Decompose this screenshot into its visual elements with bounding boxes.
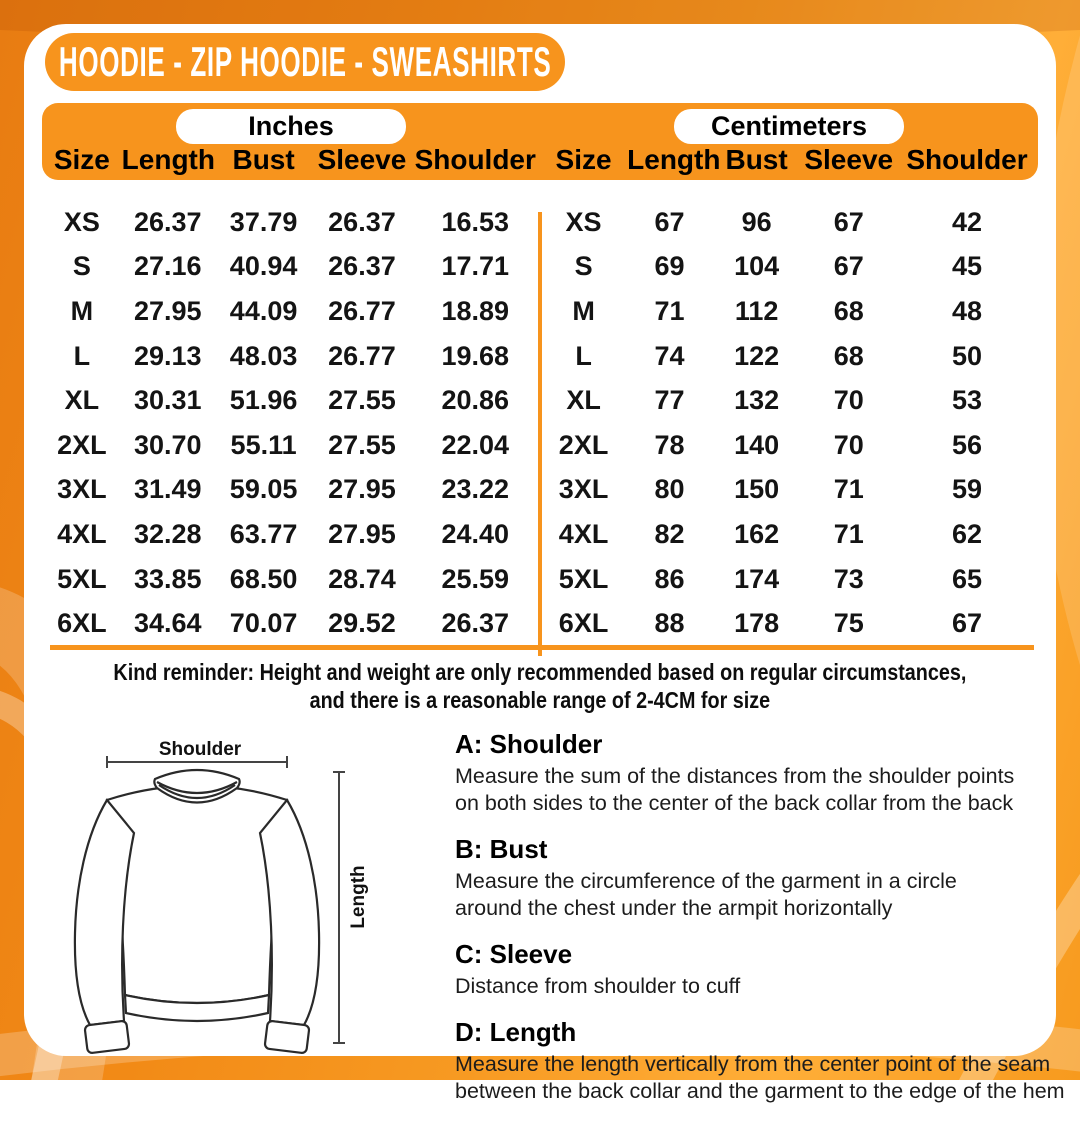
reminder-line-1: Kind reminder: Height and weight are only recommended based on regular circumstances, [113,659,967,685]
table-cell: 178 [734,608,780,639]
table-cell: 42 [951,206,983,237]
instruction-block [455,1017,1065,1105]
table-cell: S [574,251,593,282]
table-cell: 2XL [57,429,107,460]
table-cell: 33.85 [133,563,202,594]
table-cell: 4XL [558,518,609,549]
table-row [42,512,540,557]
instruction-heading: D: Length [455,1017,577,1047]
table-cell: 40.94 [229,251,298,282]
instruction-block [455,834,1035,922]
table-cell: 53 [951,385,983,416]
table-row [540,200,1038,245]
table-cell: 26.37 [133,206,202,237]
centimeters-table [540,188,1038,658]
table-cell: 16.53 [441,206,510,237]
table-cell: 71 [654,295,685,326]
table-cell: 34.64 [133,608,202,639]
table-row [540,601,1038,646]
table-cell: 18.89 [441,295,510,326]
inches-table [42,188,540,658]
table-row [540,245,1038,290]
table-cell: 5XL [558,563,609,594]
column-header: Sleeve [317,144,407,175]
table-cell: 67 [833,206,864,237]
measurement-instructions [455,729,1065,1122]
table-cell: 29.13 [133,340,202,371]
table-row [42,334,540,379]
table-cell: 74 [654,340,685,371]
kind-reminder [24,658,1056,714]
table-cell: 70 [833,429,864,460]
table-cell: 162 [734,518,780,549]
table-cell: 63.77 [229,518,298,549]
table-cell: 26.37 [441,608,510,639]
inches-pill: Inches [176,109,406,144]
column-header: Length [121,144,215,175]
table-cell: 19.68 [441,340,510,371]
table-cell: XL [566,385,601,416]
table-cell: 73 [833,563,864,594]
instruction-block [455,939,1035,1000]
table-cell: 2XL [558,429,609,460]
table-body [42,188,1038,658]
table-cell: 45 [951,251,983,282]
table-cell: M [70,295,94,326]
column-header: Shoulder [414,144,536,175]
table-cell: 122 [734,340,780,371]
table-cell: 27.95 [133,295,202,326]
table-cell: 71 [833,474,864,505]
table-row [540,512,1038,557]
table-row [540,557,1038,602]
table-cell: 96 [741,206,772,237]
table-row [42,289,540,334]
instruction-heading: B: Bust [455,834,548,864]
table-cell: 140 [734,429,780,460]
table-cell: 24.40 [441,518,510,549]
table-row [42,245,540,290]
table-row [540,334,1038,379]
table-cell: 56 [951,429,983,460]
table-cell: 27.95 [328,518,396,549]
table-cell: 3XL [558,474,609,505]
instruction-text-line: Measure the sum of the distances from the shoulder points [455,764,1015,788]
column-header: Shoulder [906,144,1028,175]
table-cell: 75 [833,608,864,639]
column-header: Sleeve [804,144,894,175]
centimeters-pill: Centimeters [674,109,904,144]
inches-unit-header [42,101,540,144]
table-cell: L [575,340,592,371]
table-cell: 51.96 [229,385,298,416]
table-cell: 48 [951,295,983,326]
table-cell: 67 [654,206,685,237]
column-header: Size [555,144,612,175]
instruction-text-line: around the chest under the armpit horizontally [455,896,893,920]
instruction-text-line: Measure the circumference of the garment in a circle [455,869,957,893]
table-cell: 3XL [57,474,107,505]
table-cell: 5XL [57,563,107,594]
table-cell: 30.70 [133,429,202,460]
table-cell: 70.07 [229,608,298,639]
table-vertical-divider [538,212,542,656]
table-cell: 67 [833,251,864,282]
table-cell: 6XL [57,608,107,639]
table-cell: 88 [654,608,685,639]
table-cell: 30.31 [133,385,202,416]
table-cell: 23.22 [441,474,510,505]
table-cell: 67 [951,608,983,639]
table-cell: 20.86 [441,385,510,416]
title-banner [45,33,565,91]
shoulder-dimension-label: Shoulder [158,739,242,760]
table-cell: 80 [654,474,685,505]
instruction-heading: A: Shoulder [455,729,603,759]
table-cell: XS [565,206,602,237]
table-row [540,468,1038,513]
size-chart-card [24,24,1065,1103]
table-cell: 29.52 [328,608,396,639]
table-cell: 26.77 [328,295,396,326]
sweatshirt-measurement-diagram [70,733,420,1055]
instruction-text-line: between the back collar and the garment to the edge of the hem [455,1079,1065,1103]
table-row [42,423,540,468]
instruction-text-line: on both sides to the center of the back collar from the back [455,791,1014,815]
table-bottom-rule [50,645,1034,650]
table-cell: 69 [654,251,685,282]
table-row [42,557,540,602]
table-cell: 48.03 [229,340,298,371]
table-cell: 27.95 [328,474,396,505]
table-cell: 112 [734,295,779,326]
table-row [42,378,540,423]
table-cell: 50 [951,340,983,371]
table-cell: 150 [734,474,780,505]
instruction-heading: C: Sleeve [455,939,573,969]
table-cell: 22.04 [441,429,510,460]
table-cell: 78 [654,429,685,460]
column-header: Length [627,144,721,175]
table-row [42,601,540,646]
table-cell: 37.79 [229,206,298,237]
length-dimension-label: Length [348,865,369,929]
table-cell: 32.28 [133,518,202,549]
table-cell: XS [63,206,100,237]
table-cell: XL [64,385,100,416]
table-cell: M [572,295,595,326]
table-cell: 26.37 [328,251,396,282]
table-cell: 59 [951,474,983,505]
table-cell: 104 [734,251,780,282]
inches-column-headers [42,144,540,176]
length-dimension-line [333,772,345,1043]
table-cell: 68 [833,295,864,326]
table-cell: 68.50 [229,563,298,594]
instruction-block [455,729,1035,817]
table-row [540,289,1038,334]
table-cell: 44.09 [229,295,298,326]
table-cell: 132 [734,385,780,416]
table-cell: 59.05 [229,474,298,505]
table-cell: 6XL [558,608,609,639]
sweatshirt-outline [75,770,319,1053]
table-cell: 82 [654,518,685,549]
table-cell: L [73,340,91,371]
instruction-text-line: Distance from shoulder to cuff [455,974,741,998]
table-cell: 17.71 [441,251,510,282]
table-row [540,378,1038,423]
table-cell: 31.49 [133,474,202,505]
column-header: Bust [232,144,295,175]
table-row [42,468,540,513]
table-cell: 68 [833,340,864,371]
table-cell: 27.55 [328,429,396,460]
centimeters-column-headers [540,144,1038,176]
table-cell: 25.59 [441,563,510,594]
table-cell: 26.37 [328,206,396,237]
table-row [540,423,1038,468]
table-cell: 26.77 [328,340,396,371]
table-cell: 65 [951,563,983,594]
table-header [42,103,1038,180]
table-cell: S [72,251,91,282]
table-row [42,200,540,245]
table-cell: 71 [833,518,864,549]
table-cell: 27.16 [133,251,202,282]
column-header: Bust [725,144,788,175]
reminder-line-2: and there is a reasonable range of 2-4CM for size [309,687,771,713]
page-title: HOODIE - ZIP HOODIE - SWEASHIRTS [58,38,552,85]
table-cell: 70 [833,385,864,416]
column-header: Size [53,144,110,175]
instruction-text-line: Measure the length vertically from the center point of the seam [455,1052,1051,1076]
table-cell: 62 [951,518,983,549]
table-cell: 55.11 [230,429,297,460]
table-cell: 174 [734,563,780,594]
table-cell: 77 [654,385,685,416]
table-cell: 86 [654,563,685,594]
centimeters-unit-header [540,101,1038,144]
table-cell: 27.55 [328,385,396,416]
table-cell: 28.74 [328,563,396,594]
table-cell: 4XL [57,518,107,549]
